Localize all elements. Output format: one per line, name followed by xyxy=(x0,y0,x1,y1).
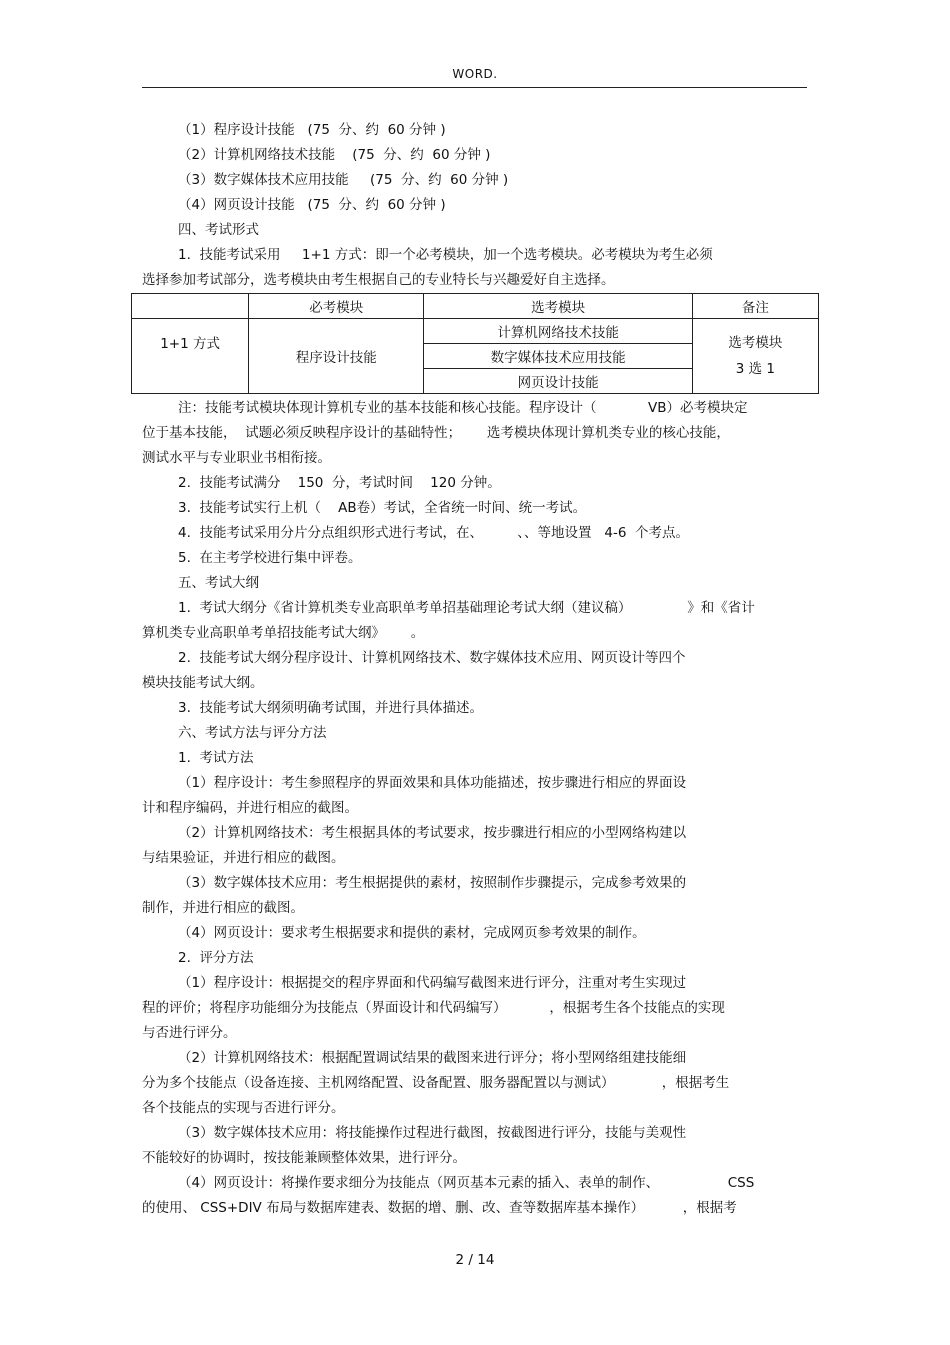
page-header: WORD. xyxy=(452,67,498,81)
page-number: 2 / 14 xyxy=(455,1252,495,1268)
text-line: （4）网页设计技能 (75 分、约 60 分钟 ) xyxy=(178,197,446,213)
text-line: 2. 评分方法 xyxy=(178,950,254,966)
text-line: 计和程序编码，并进行相应的截图。 xyxy=(142,800,358,816)
text-line: 不能较好的协调时，按技能兼顾整体效果，进行评分。 xyxy=(142,1150,466,1166)
table-cell-elective-2: 数字媒体技术应用技能 xyxy=(424,344,692,369)
text-line: （1）程序设计技能 (75 分、约 60 分钟 ) xyxy=(178,122,446,138)
text-line: 4. 技能考试采用分片分点组织形式进行考试，在、 、、等地设置 4-6 个考点。 xyxy=(178,525,690,541)
text-line: 1. 考试大纲分《省计算机类专业高职单考单招基础理论考试大纲（建议稿） 》和《省计 xyxy=(178,600,755,616)
text-line: （2）计算机网络技术：考生根据具体的考试要求，按步骤进行相应的小型网络构建以 xyxy=(178,825,687,841)
remark-line-1: 选考模块 xyxy=(728,335,783,351)
table-cell-empty xyxy=(132,294,249,319)
text-line: 与结果验证，并进行相应的截图。 xyxy=(142,850,345,866)
table-cell-remark xyxy=(692,319,818,394)
text-line: 程的评价；将程序功能细分为技能点（界面设计和代码编写） ，根据考生各个技能点的实现 xyxy=(142,1000,725,1016)
text-line: 四、考试形式 xyxy=(178,222,259,238)
text-line: （1）程序设计：根据提交的程序界面和代码编写截图来进行评分，注重对考生实现过 xyxy=(178,975,687,991)
text-line: 制作，并进行相应的截图。 xyxy=(142,900,304,916)
table-header-elective: 选考模块 xyxy=(424,294,692,319)
text-line: 5. 在主考学校进行集中评卷。 xyxy=(178,550,362,566)
table-cell-required: 程序设计技能 xyxy=(249,319,424,394)
text-line: （2）计算机网络技术：根据配置调试结果的截图来进行评分；将小型网络组建技能细 xyxy=(178,1050,687,1066)
table-header-row xyxy=(132,294,819,319)
text-line: 位于基本技能， 试题必须反映程序设计的基础特性； 选考模块体现计算机类专业的核心技能， xyxy=(142,425,730,441)
text-line: 各个技能点的实现与否进行评分。 xyxy=(142,1100,345,1116)
text-line: （1）程序设计：考生参照程序的界面效果和具体功能描述，按步骤进行相应的界面设 xyxy=(178,775,687,791)
text-line: 模块技能考试大纲。 xyxy=(142,675,264,691)
text-line: 注：技能考试模块体现计算机专业的基本技能和核心技能。程序设计（ VB）必考模块定 xyxy=(178,400,748,416)
text-line: 算机类专业高职单考单招技能考试大纲》 。 xyxy=(142,625,425,641)
table-header-remark: 备注 xyxy=(692,294,818,319)
text-line: （4）网页设计：将操作要求细分为技能点（网页基本元素的插入、表单的制作、 CSS xyxy=(178,1175,755,1191)
table-cell-elective-3: 网页设计技能 xyxy=(424,369,692,394)
text-line: 1. 技能考试采用 1+1 方式：即一个必考模块，加一个选考模块。必考模块为考生必须 xyxy=(178,247,713,263)
text-line: 五、考试大纲 xyxy=(178,575,259,591)
text-line: 六、考试方法与评分方法 xyxy=(178,725,327,741)
text-line: 测试水平与专业职业书相衔接。 xyxy=(142,450,331,466)
exam-format-table xyxy=(131,293,819,394)
table-cell-elective-1: 计算机网络技术技能 xyxy=(424,319,692,344)
text-line: （2）计算机网络技术技能 (75 分、约 60 分钟 ) xyxy=(178,147,491,163)
text-line: 3. 技能考试实行上机（ AB卷）考试，全省统一时间、统一考试。 xyxy=(178,500,587,516)
table-cell-method: 1+1 方式 xyxy=(132,319,249,394)
table-header-required: 必考模块 xyxy=(249,294,424,319)
header-rule xyxy=(142,87,807,88)
text-line: 2. 技能考试大纲分程序设计、计算机网络技术、数字媒体技术应用、网页设计等四个 xyxy=(178,650,686,666)
text-line: 选择参加考试部分，选考模块由考生根据自己的专业特长与兴趣爱好自主选择。 xyxy=(142,272,615,288)
text-line: 3. 技能考试大纲须明确考试围，并进行具体描述。 xyxy=(178,700,483,716)
text-line: （3）数字媒体技术应用技能 (75 分、约 60 分钟 ) xyxy=(178,172,509,188)
table-row xyxy=(132,319,819,344)
remark-line-2: 3 选 1 xyxy=(735,361,776,377)
text-line: （3）数字媒体技术应用：将技能操作过程进行截图，按截图进行评分，技能与美观性 xyxy=(178,1125,687,1141)
text-line: （4）网页设计：要求考生根据要求和提供的素材，完成网页参考效果的制作。 xyxy=(178,925,646,941)
text-line: 的使用、 CSS+DIV 布局与数据库建表、数据的增、删、改、查等数据库基本操作） ，根据考 xyxy=(142,1200,737,1216)
text-line: 1. 考试方法 xyxy=(178,750,254,766)
text-line: （3）数字媒体技术应用：考生根据提供的素材，按照制作步骤提示，完成参考效果的 xyxy=(178,875,687,891)
text-line: 2. 技能考试满分 150 分，考试时间 120 分钟。 xyxy=(178,475,501,491)
text-line: 分为多个技能点（设备连接、主机网络配置、设备配置、服务器配置以与测试） ，根据考生 xyxy=(142,1075,730,1091)
text-line: 与否进行评分。 xyxy=(142,1025,237,1041)
